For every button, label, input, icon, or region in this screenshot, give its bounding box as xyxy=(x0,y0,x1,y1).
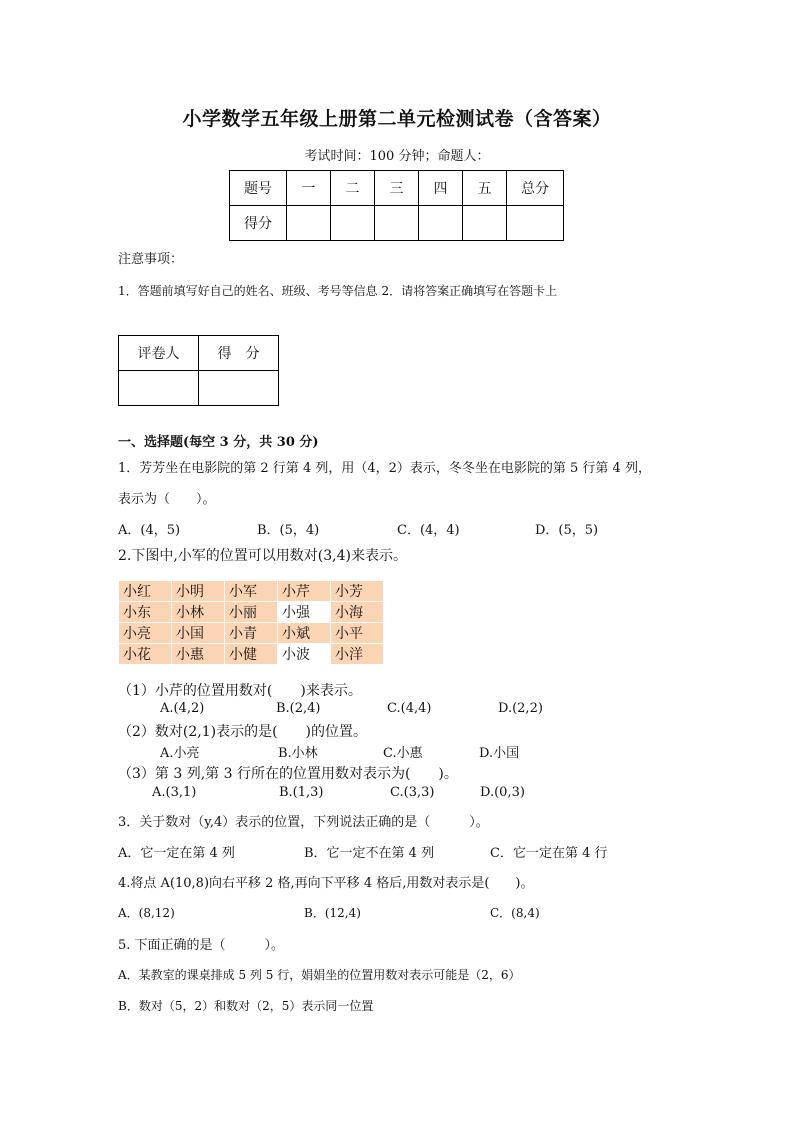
seat-cell: 小明 xyxy=(172,581,225,602)
seat-cell: 小强 xyxy=(278,602,331,623)
score-table-score-row xyxy=(230,206,564,241)
q1-option-c[interactable]: C．(4，4) xyxy=(397,523,460,538)
question-2-sub-2: （2）数对(2,1)表示的是( )的位置。 xyxy=(118,724,368,740)
question-2-sub-3: （3）第 3 列,第 3 行所在的位置用数对表示为( )。 xyxy=(118,766,458,782)
grader-label: 评卷人 xyxy=(119,336,199,371)
seat-cell: 小丽 xyxy=(225,602,278,623)
q4-option-a[interactable]: A．(8,12) xyxy=(118,906,175,920)
score-cell[interactable] xyxy=(507,206,564,241)
q2-1-option-a[interactable]: A.(4,2) xyxy=(160,701,205,716)
q1-option-d[interactable]: D．(5，5) xyxy=(535,523,599,538)
seat-cell: 小国 xyxy=(172,623,225,644)
q2-1-option-c[interactable]: C.(4,4) xyxy=(387,701,432,716)
score-cell[interactable] xyxy=(331,206,375,241)
seat-cell: 小花 xyxy=(119,644,172,665)
score-header-cell: 二 xyxy=(331,171,375,206)
score-header-cell: 五 xyxy=(463,171,507,206)
q5-option-a[interactable]: A．某教室的课桌排成 5 列 5 行，娟娟坐的位置用数对表示可能是（2，6） xyxy=(118,968,521,982)
q4-option-b[interactable]: B．(12,4) xyxy=(304,906,361,920)
score-table-header-row xyxy=(230,171,564,206)
q2-3-option-b[interactable]: B.(1,3) xyxy=(279,785,324,800)
score-header-cell: 题号 xyxy=(230,171,287,206)
q2-2-option-d[interactable]: D.小国 xyxy=(479,746,520,761)
score-row-label: 得分 xyxy=(230,206,287,241)
seat-cell: 小平 xyxy=(331,623,384,644)
exam-info: 考试时间：100 分钟；命题人： xyxy=(304,149,490,164)
seat-cell: 小洋 xyxy=(331,644,384,665)
document-title: 小学数学五年级上册第二单元检测试卷（含答案） xyxy=(182,108,612,130)
question-1-stem-cont: 表示为（ ）。 xyxy=(118,492,216,507)
seat-cell: 小惠 xyxy=(172,644,225,665)
question-5-stem: 5. 下面正确的是（ ）。 xyxy=(118,938,285,953)
seat-cell: 小芳 xyxy=(331,581,384,602)
q2-3-option-c[interactable]: C.(3,3) xyxy=(390,785,435,800)
grader-table xyxy=(118,335,279,406)
notes-heading: 注意事项： xyxy=(118,252,184,267)
question-3-stem: 3．关于数对（y,4）表示的位置，下列说法正确的是（ ）。 xyxy=(118,815,489,830)
q3-option-b[interactable]: B．它一定不在第 4 列 xyxy=(304,846,435,861)
seat-cell: 小林 xyxy=(172,602,225,623)
section-heading: 一、选择题(每空 3 分，共 30 分) xyxy=(118,435,319,450)
question-1-stem: 1．芳芳坐在电影院的第 2 行第 4 列，用（4，2）表示，冬冬坐在电影院的第 5 行第 4 列， xyxy=(118,461,651,476)
seat-cell: 小芹 xyxy=(278,581,331,602)
seat-cell: 小红 xyxy=(119,581,172,602)
seat-cell: 小军 xyxy=(225,581,278,602)
q2-1-option-d[interactable]: D.(2,2) xyxy=(498,701,543,716)
seat-cell: 小亮 xyxy=(119,623,172,644)
score-header-cell: 三 xyxy=(375,171,419,206)
q2-2-option-a[interactable]: A.小亮 xyxy=(160,746,200,761)
grader-cell[interactable] xyxy=(119,371,199,406)
q1-option-a[interactable]: A．(4，5) xyxy=(118,523,181,538)
score-cell[interactable] xyxy=(375,206,419,241)
seating-grid xyxy=(118,580,384,665)
seat-cell: 小斌 xyxy=(278,623,331,644)
seat-cell: 小海 xyxy=(331,602,384,623)
seat-cell: 小青 xyxy=(225,623,278,644)
score-header-cell: 总分 xyxy=(507,171,564,206)
q2-3-option-a[interactable]: A.(3,1) xyxy=(152,785,197,800)
q2-3-option-d[interactable]: D.(0,3) xyxy=(480,785,525,800)
notes-text: 1．答题前填写好自己的姓名、班级、考号等信息 2．请将答案正确填写在答题卡上 xyxy=(118,284,558,298)
score-cell[interactable] xyxy=(287,206,331,241)
q1-option-b[interactable]: B．(5，4) xyxy=(257,523,320,538)
q4-option-c[interactable]: C．(8,4) xyxy=(490,906,540,920)
score-table xyxy=(229,170,564,241)
question-2-stem: 2.下图中,小军的位置可以用数对(3,4)来表示。 xyxy=(118,548,407,564)
grader-score-cell[interactable] xyxy=(199,371,279,406)
score-cell[interactable] xyxy=(419,206,463,241)
question-4-stem: 4.将点 A(10,8)向右平移 2 格,再向下平移 4 格后,用数对表示是( )。 xyxy=(118,876,534,891)
q2-1-option-b[interactable]: B.(2,4) xyxy=(276,701,321,716)
q2-2-option-c[interactable]: C.小惠 xyxy=(383,746,423,761)
score-label: 得 分 xyxy=(199,336,279,371)
q3-option-a[interactable]: A．它一定在第 4 列 xyxy=(118,846,235,861)
q3-option-c[interactable]: C．它一定在第 4 行 xyxy=(490,846,608,861)
question-2-sub-1: （1）小芹的位置用数对( )来表示。 xyxy=(118,683,362,699)
seat-cell: 小健 xyxy=(225,644,278,665)
q5-option-b[interactable]: B．数对（5，2）和数对（2，5）表示同一位置 xyxy=(118,999,374,1013)
seat-cell: 小波 xyxy=(278,644,331,665)
q2-2-option-b[interactable]: B.小林 xyxy=(278,746,318,761)
seat-cell: 小东 xyxy=(119,602,172,623)
score-cell[interactable] xyxy=(463,206,507,241)
score-header-cell: 一 xyxy=(287,171,331,206)
score-header-cell: 四 xyxy=(419,171,463,206)
